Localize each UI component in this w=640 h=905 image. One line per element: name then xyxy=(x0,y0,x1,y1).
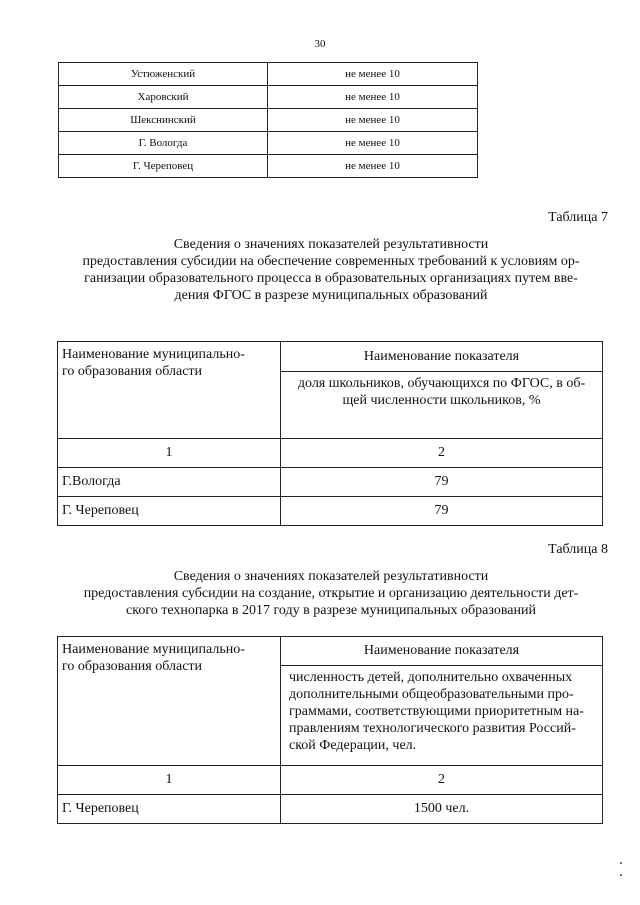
table-row xyxy=(58,468,603,497)
municipality-cell: Харовский xyxy=(59,86,268,109)
indicator-description xyxy=(281,666,603,766)
caption-line: Сведения о значениях показателей результативности xyxy=(173,569,489,584)
column-number: 1 xyxy=(58,766,281,795)
caption-line: дения ФГОС в разрезе муниципальных образований xyxy=(174,288,488,303)
municipality-cell: Шекснинский xyxy=(59,109,268,132)
col1-header xyxy=(58,637,281,766)
indicator-description xyxy=(281,372,603,439)
caption-line: ского технопарка в 2017 году в разрезе муниципальных образований xyxy=(126,603,536,618)
caption-line: Сведения о значениях показателей результативности xyxy=(173,237,489,252)
indicator-line: доля школьников, обучающихся по ФГОС, в об- xyxy=(297,376,586,392)
indicator-line: правлениям технологического развития Россий- xyxy=(289,721,576,736)
indicator-line: щей численности школьников, % xyxy=(342,393,541,409)
col2-header: Наименование показателя xyxy=(281,637,603,666)
col1-header xyxy=(58,342,281,439)
column-number-row xyxy=(58,766,603,795)
table8-label: Таблица 8 xyxy=(548,542,608,557)
header-line: го образования области xyxy=(62,364,203,379)
table7-caption xyxy=(58,236,604,304)
target-value-cell: не менее 10 xyxy=(268,86,478,109)
column-number: 1 xyxy=(58,439,281,468)
caption-line: предоставления субсидии на обеспечение современных требований к условиям ор- xyxy=(82,254,580,269)
table-row xyxy=(59,155,478,178)
municipal-targets-table-continued xyxy=(58,62,478,178)
column-number: 2 xyxy=(281,439,603,468)
indicator-value-cell: 1500 чел. xyxy=(281,795,603,824)
municipality-cell: Г. Череповец xyxy=(58,497,281,526)
municipality-cell: Устюженский xyxy=(59,63,268,86)
table-row xyxy=(59,86,478,109)
header-line: Наименование муниципально- xyxy=(62,642,245,657)
table-row xyxy=(59,109,478,132)
indicator-value-cell: 79 xyxy=(281,497,603,526)
table-row xyxy=(58,497,603,526)
col2-header: Наименование показателя xyxy=(281,342,603,372)
column-number-row xyxy=(58,439,603,468)
table7 xyxy=(57,341,603,526)
municipality-cell: Г. Вологда xyxy=(59,132,268,155)
page-number: 30 xyxy=(314,38,326,50)
table-row xyxy=(58,795,603,824)
indicator-line: граммами, соответствующими приоритетным на- xyxy=(289,704,584,719)
table8 xyxy=(57,636,603,824)
scan-mark xyxy=(620,862,622,864)
target-value-cell: не менее 10 xyxy=(268,132,478,155)
caption-line: предоставления субсидии на создание, открытие и организацию деятельности дет- xyxy=(83,586,579,601)
target-value-cell: не менее 10 xyxy=(268,109,478,132)
indicator-line: дополнительными общеобразовательными про- xyxy=(289,687,574,702)
municipality-cell: Г. Череповец xyxy=(58,795,281,824)
table-row xyxy=(59,132,478,155)
column-number: 2 xyxy=(281,766,603,795)
scan-mark xyxy=(620,874,622,876)
header-line: Наименование муниципально- xyxy=(62,347,245,362)
indicator-line: ской Федерации, чел. xyxy=(289,738,417,753)
indicator-line: численность детей, дополнительно охваченных xyxy=(289,670,573,685)
municipality-cell: Г. Череповец xyxy=(59,155,268,178)
indicator-value-cell: 79 xyxy=(281,468,603,497)
table-row xyxy=(59,63,478,86)
table8-caption xyxy=(58,568,604,619)
target-value-cell: не менее 10 xyxy=(268,155,478,178)
table7-label: Таблица 7 xyxy=(548,210,608,225)
target-value-cell: не менее 10 xyxy=(268,63,478,86)
header-line: го образования области xyxy=(62,659,203,674)
municipality-cell: Г.Вологда xyxy=(58,468,281,497)
caption-line: ганизации образовательного процесса в образовательных организациях путем вве- xyxy=(84,271,578,286)
